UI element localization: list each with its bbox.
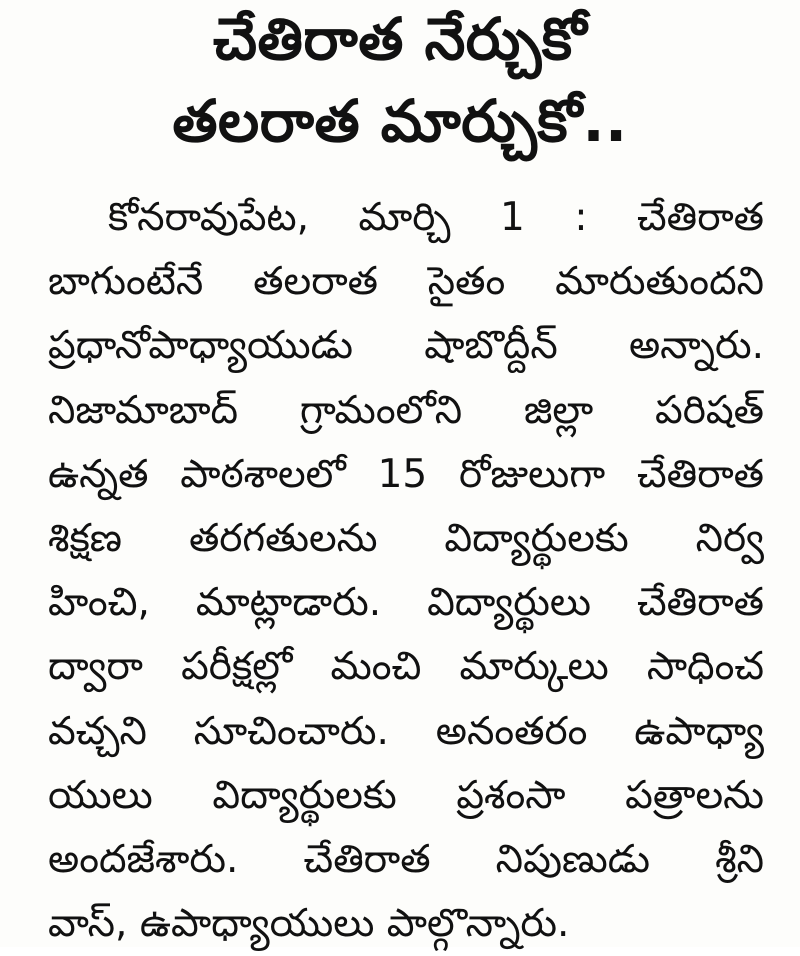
body-line-11: అందజేశారు. చేతిరాత నిపుణుడు శ్రీని <box>48 836 764 882</box>
article-body <box>48 186 764 956</box>
body-line-10: యులు విద్యార్థులకు ప్రశంసా పత్రాలను <box>48 772 764 818</box>
headline-line-1: చేతిరాత నేర్చుకో <box>212 5 588 73</box>
headline-line-2: తలరాత మార్చుకో.. <box>172 87 628 155</box>
body-line-8: ద్వారా పరీక్షల్లో మంచి మార్కులు సాధించ <box>48 644 764 690</box>
body-line-4: నిజామాబాద్ గ్రామంలోని జిల్లా పరిషత్ <box>48 387 764 433</box>
body-line-9: వచ్చని సూచించారు. అనంతరం ఉపాధ్యా <box>48 708 764 754</box>
body-line-2: బాగుంటేనే తలరాత సైతం మారుతుందని <box>48 259 764 305</box>
body-line-6: శిక్షణ తరగతులను విద్యార్థులకు నిర్వ <box>48 515 764 561</box>
body-line-7: హించి, మాట్లాడారు. విద్యార్థులు చేతిరాత <box>48 580 764 626</box>
body-line-1: కోనరావుపేట, మార్చి 1 : చేతిరాత <box>108 195 764 240</box>
body-line-5: ఉన్నత పాఠశాలలో 15 రోజులుగా చేతిరాత <box>48 451 764 497</box>
body-line-3: ప్రధానోపాధ్యాయుడు షాబొద్దీన్ అన్నారు. <box>48 323 764 369</box>
body-line-12: వాస్, ఉపాధ్యాయులు పాల్గొన్నారు. <box>48 901 570 947</box>
